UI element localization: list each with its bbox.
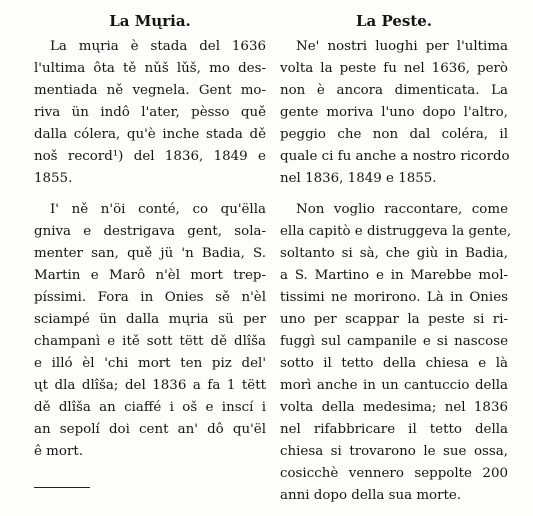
text-line: l'ultima ôta tě nǔš lǔš, mo des-: [34, 61, 266, 76]
text-line: fuggì sul campanile e si nascose: [280, 334, 508, 349]
text-line: non è ancora dimenticata. La: [280, 83, 508, 98]
text-line: anni dopo della sua morte.: [280, 488, 462, 503]
text-line: soltanto si sà, che giù in Badia,: [280, 246, 508, 261]
text-line: dalla cólera, qu'è inche stada dě: [34, 127, 266, 142]
footnote-rule: [34, 487, 90, 488]
column-ladin: [34, 10, 266, 472]
text-line: 1855.: [34, 171, 73, 186]
text-line: ella capitò e distruggeva la gente,: [280, 224, 512, 239]
text-line: Ne' nostri luoghi per l'ultima: [296, 39, 508, 54]
text-line: sciampé ün dalla mųria sü per: [34, 312, 266, 327]
text-line: a S. Martino e in Marebbe mol-: [280, 268, 508, 283]
text-line: riva ün indô l'ater, pèsso quě: [34, 105, 266, 120]
paragraph: [280, 199, 512, 507]
text-line: menter san, quě jü 'n Badia, S.: [34, 246, 266, 261]
text-line: Non voglio raccontare, come: [296, 202, 508, 217]
text-line: La mųria è stada del 1636: [50, 39, 266, 54]
text-line: I' ně n'öi conté, co qu'ëlla: [50, 202, 266, 217]
text-line: nel rifabbricare il tetto della: [280, 422, 508, 437]
text-line: gniva e destrigava gent, sola-: [34, 224, 266, 239]
text-line: champanì e itě sott tëtt dě dlîša: [34, 334, 266, 349]
column-title-italian: La Peste.: [355, 12, 433, 30]
text-line: an sepolí doi cent an' dô qu'ël: [34, 422, 266, 437]
text-line: gente moriva l'uno dopo l'altro,: [280, 105, 508, 120]
text-line: dě dlîša an ciaffé i oš e inscí i: [34, 400, 266, 415]
text-line: tissimi ne morirono. Là in Onies: [280, 290, 508, 305]
column-body-italian: [280, 36, 512, 507]
text-line: chiesa si trovarono le sue ossa,: [280, 444, 508, 459]
text-line: volta della medesima; nel 1836: [280, 400, 508, 415]
paragraph: [34, 199, 266, 463]
column-italian: [280, 10, 512, 516]
text-line: e illó èl 'chi mort ten piz del': [34, 356, 266, 371]
text-line: morì anche in un cantuccio della: [280, 378, 508, 393]
text-line: peggio che non dal coléra, il: [280, 127, 508, 142]
text-line: quale ci fu anche a nostro ricordo: [280, 149, 510, 164]
column-body-ladin: [34, 36, 266, 463]
text-line: uno per scappar la peste si ri-: [280, 312, 508, 327]
text-line: píssimi. Fora in Onies sě n'èl: [34, 290, 266, 305]
text-line: cosicchè vennero seppolte 200: [280, 466, 508, 481]
paragraph: [280, 36, 508, 190]
text-line: nel 1836, 1849 e 1855.: [280, 171, 437, 186]
text-line: sotto il tetto della chiesa e là: [280, 356, 508, 371]
text-line: noš record¹) del 1836, 1849 e: [34, 149, 266, 164]
text-line: ê mort.: [34, 444, 83, 459]
column-title-ladin: La Mųria.: [109, 12, 191, 30]
text-line: Martin e Marô n'èl mort trep-: [34, 268, 266, 283]
text-line: ųt dla dlîša; del 1836 a fa 1 tëtt: [34, 378, 266, 393]
text-line: mentiada ně vegnela. Gent mo-: [34, 83, 266, 98]
paragraph: [34, 36, 266, 190]
text-line: volta la peste fu nel 1636, però: [280, 61, 508, 76]
